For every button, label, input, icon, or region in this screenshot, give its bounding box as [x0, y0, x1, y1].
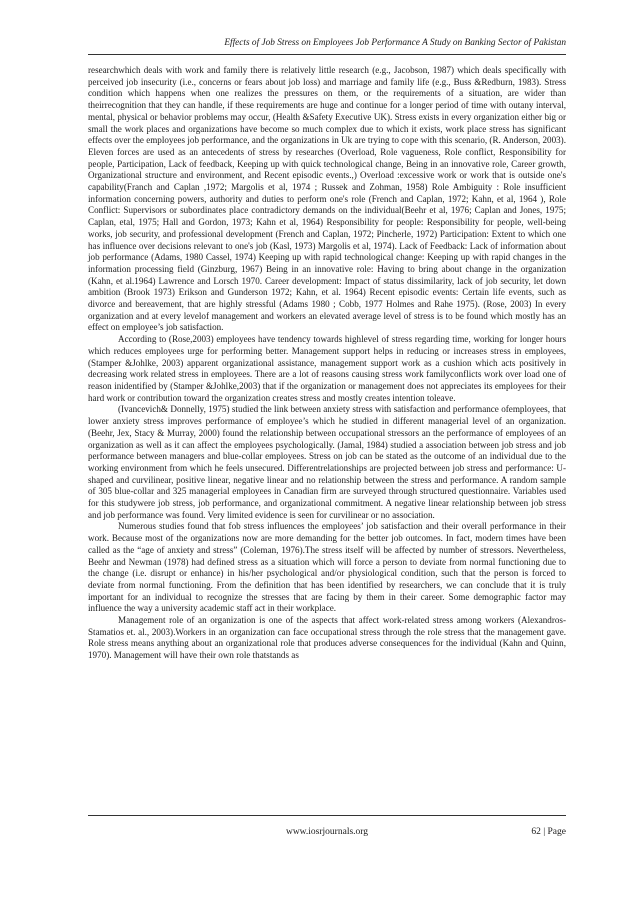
paragraph-1: researchwhich deals with work and family there is relatively little research (e.g., Jacobson, 1987) which deals specifically with perceived job insecurity (i.e., concerns or fears about job loss) and marriage and family life (e.g., Buss &Redburn, 1983). Stress condition which happens when one realizes the pressures on them, or the requirements of a situation, are wider than theirrecognition that they can handle, if these requirements are huge and continue for a longer period of time with outany interval, mental, physical or behavior problems may occur, (Health &Safety Executive UK). Stress exists in every organization either big or small the work places and organizations have become so much complex due to which it exists, work place stress has significant effects over the employees job performance, and the organizations in Uk are trying to cope with this scenario, (R. Anderson, 2003). Eleven forces are used as an antecedents of stress by researches (Overload, Role vagueness, Role conflict, Responsibility for people, Participation, Lack of feedback, Keeping up with quick technological change, Being in an innovative role, Career growth, Organizational structure and environment, and Recent episodic events.,) Overload :excessive work or work that is outside one's capability(Franch and Caplan ,1972; Margolis et al, 1974 ; Russek and Zohman, 1958) Role Ambiguity : Role insufficient information concerning powers, authority and duties to perform one's role (French and Caplan, 1972; Kahn, et al, 1964 ), Role Conflict: Supervisors or subordinates place contradictory demands on the individual(Beehr et al, 1976; Caplan and Jones, 1975; Caplan, etal, 1975; Hall and Gordon, 1973; Kahn et al, 1964) Responsibility for people: Responsibility for people, well-being works, job security, and professional development (French and Caplan, 1972; Pincherle, 1972) Participation: Extent to which one has influence over decisions relevant to one's job (Kasl, 1973) Margolis et al, 1974). Lack of Feedback: Lack of information about job performance (Adams, 1980 Cassel, 1974) Keeping up with rapid technological change: Keeping up with rapid changes in the information processing field (Ginzburg, 1967) Being in an innovative role: Having to bring about change in the organization (Kahn, et al.1964) Lawrence and Lorsch 1970. Career development: Impact of status dissimilarity, lack of job security, let down ambition (Brook 1973) Erikson and Gunderson 1972; Kahn, et al. 1964) Recent episodic events: Certain life events, such as divorce and bereavement, that are highly stressful (Adams 1980 ; Cobb, 1977 Holmes and Rahe 1975). (Rose, 2003) In every organization and at every levelof management and workers an elevated average level of stress is to be found which mostly has an effect on employee’s job satisfaction.: [88, 65, 566, 333]
paragraph-4: Numerous studies found that fob stress influences the employees’ job satisfaction and their overall performance in their work. Because most of the organizations now are more demanding for the better job outcomes. In fact, modern times have been called as the “age of anxiety and stress” (Coleman, 1976).The stress itself will be affected by number of stressors. Nevertheless, Beehr and Newman (1978) had defined stress as a situation which will force a person to deviate from normal functioning due to the change (i.e. disrupt or enhance) in his/her psychological and/or physiological condition, such that the person is forced to deviate from normal functioning. From the definition that has been identified by researchers, we can conclude that it is truly important for an individual to recognize the stresses that are facing by them in their career. Some demographic factor may influence the way a university academic staff act in their workplace.: [88, 521, 566, 614]
footer-url[interactable]: www.iosrjournals.org: [285, 827, 369, 837]
paragraph-3: (Ivancevich& Donnelly, 1975) studied the link between anxiety stress with satisfaction and performance ofemployees, that lower anxiety stress improves performance of employee’s which he studied in different managerial level of an organization. (Beehr, Jex, Stacy & Murray, 2000) found the relationship between occupational stressors an the performance of employees of an organization as well as it can affect the employees psychologically. (Jamal, 1984) studied a association between job stress and job performance between managers and blue-collar employees. Stress on job can be stated as the outcome of an individual due to the working environment from which he feels unsecured. Differentrelationships are projected between job stress and performance: U-shaped and curvilinear, positive linear, negative linear and no relationship between the stress and performance. A random sample of 305 blue-collar and 325 managerial employees in Canadian firm are surveyed through structured questionnaire. Variables used for this studywere job stress, job performance, and organizational commitment. A negative linear relationship between job stress and job performance was found. Very limited evidence is seen for curvilinear or no association.: [88, 404, 566, 520]
page-number: 62 | Page: [531, 827, 566, 837]
paragraph-5: Management role of an organization is one of the aspects that affect work-related stress among workers (Alexandros-Stamatios et. al., 2003).Workers in an organization can face occupational stress through the role stress that the management gave. Role stress means anything about an organizational role that produces adverse consequences for the individual (Kahn and Quinn, 1970). Management will have their own role thatstands as: [88, 615, 566, 661]
running-header: Effects of Job Stress on Employees Job Performance A Study on Banking Sector of Pakistan: [224, 38, 566, 48]
header-divider: [88, 54, 566, 55]
paragraph-2: According to (Rose,2003) employees have tendency towards highlevel of stress regarding time, working for longer hours which reduces employees urge for performing better. Management support helps in reducing or increases stress in employees, (Stamper &Johlke, 2003) apparent organizational assistance, management support work as a cushion which acts positively in decreasing work related stress in employees. There are a lot of reasons causing stress work familyconflicts work over load one of reason inidentified by (Stamper &Johlke,2003) that if the organization or management does not appreciates its employees for their hard work or contribution toward the organization creates stress and mostly creates intention toleave.: [88, 334, 566, 403]
article-body: [88, 65, 566, 662]
footer-divider: [88, 815, 566, 816]
